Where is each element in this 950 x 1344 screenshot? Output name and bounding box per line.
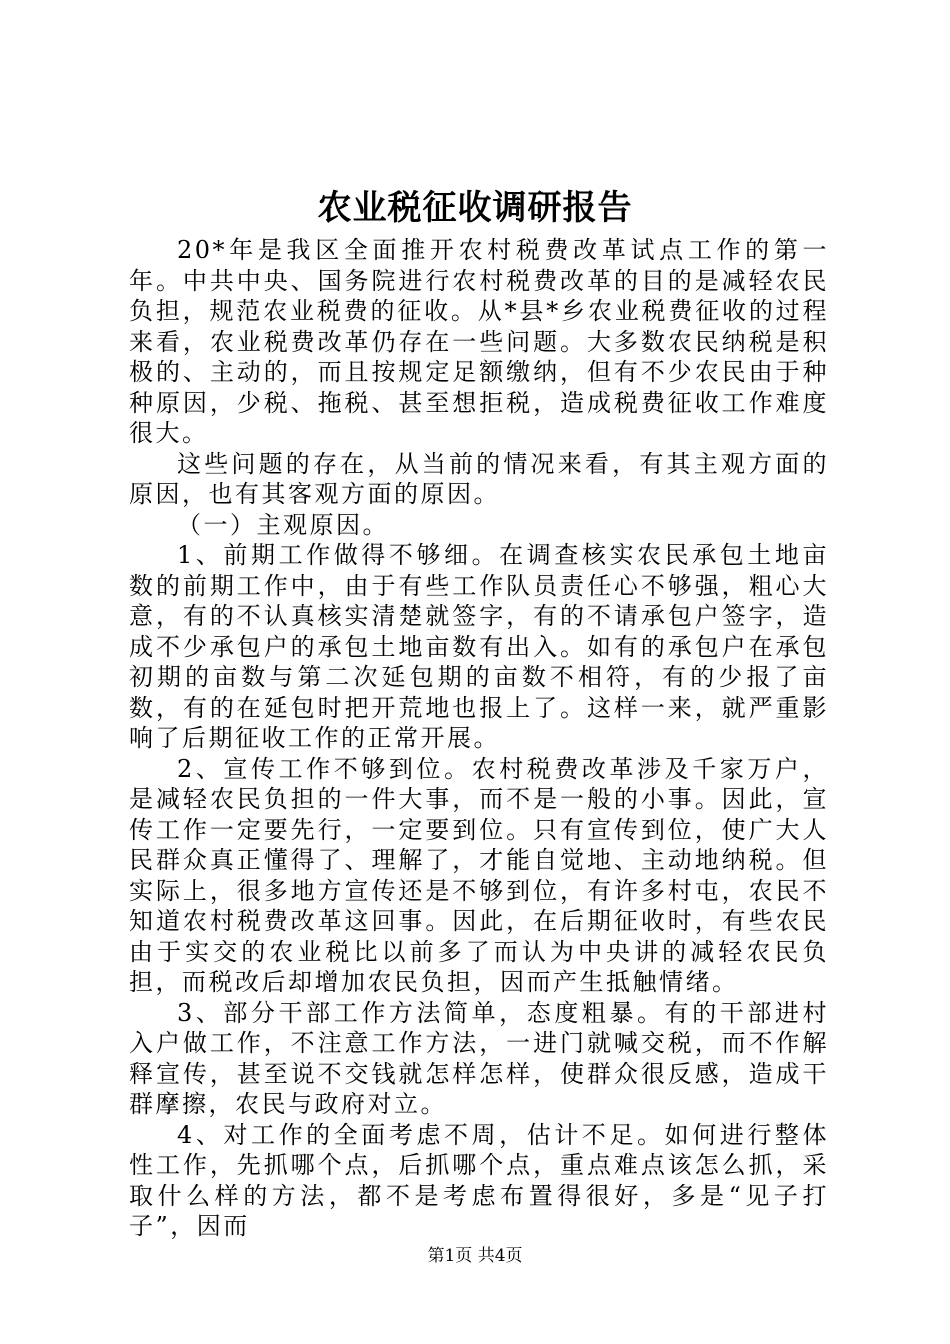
paragraph-item-2: 2、宣传工作不够到位。农村税费改革涉及千家万户，是减轻农民负担的一件大事，而不是一般的小事。因此，宣传工作一定要先行，一定要到位。只有宣传到位，使广大人民群众真正懂得了、理解了，才能自觉地、主动地纳税。但实际上，很多地方宣传还是不够到位，有许多村屯，农民不知道农村税费改革这回事。因此，在后期征收时，有些农民由于实交的农业税比以前多了而认为中央讲的减轻农民负担，而税改后却增加农民负担，因而产生抵触情绪。 [129, 754, 829, 996]
section-heading-subjective: （一）主观原因。 [177, 510, 389, 539]
paragraph-item-3: 3、部分干部工作方法简单，态度粗暴。有的干部进村入户做工作，不注意工作方法，一进门就喊交税，而不作解释宣传，甚至说不交钱就怎样怎样，使群众很反感，造成干群摩擦，农民与政府对立。 [129, 998, 829, 1118]
document-title: 农业税征收调研报告 [317, 188, 633, 228]
paragraph-item-1: 1、前期工作做得不够细。在调查核实农民承包土地亩数的前期工作中，由于有些工作队员责任心不够强，粗心大意，有的不认真核实清楚就签字，有的不请承包户签字，造成不少承包户的承包土地亩数有出入。如有的承包户在承包初期的亩数与第二次延包期的亩数不相符，有的少报了亩数，有的在延包时把开荒地也报上了。这样一来，就严重影响了后期征收工作的正常开展。 [129, 541, 829, 752]
paragraph-causes: 这些问题的存在，从当前的情况来看，有其主观方面的原因，也有其客观方面的原因。 [129, 449, 829, 508]
page-number-footer: 第1页 共4页 [427, 1246, 523, 1266]
paragraph-intro: 20*年是我区全面推开农村税费改革试点工作的第一年。中共中央、国务院进行农村税费改革的目的是减轻农民负担，规范农业税费的征收。从*县*乡农业税费征收的过程来看，农业税费改革仍存在一些问题。大多数农民纳税是积极的、主动的，而且按规定足额缴纳，但有不少农民由于种种原因，少税、拖税、甚至想拒税，造成税费征收工作难度很大。 [129, 236, 829, 447]
document-body [129, 235, 829, 1242]
paragraph-item-4: 4、对工作的全面考虑不周，估计不足。如何进行整体性工作，先抓哪个点，后抓哪个点，重点难点该怎么抓，采取什么样的方法，都不是考虑布置得很好，多是“见子打子”，因而 [129, 1120, 829, 1240]
